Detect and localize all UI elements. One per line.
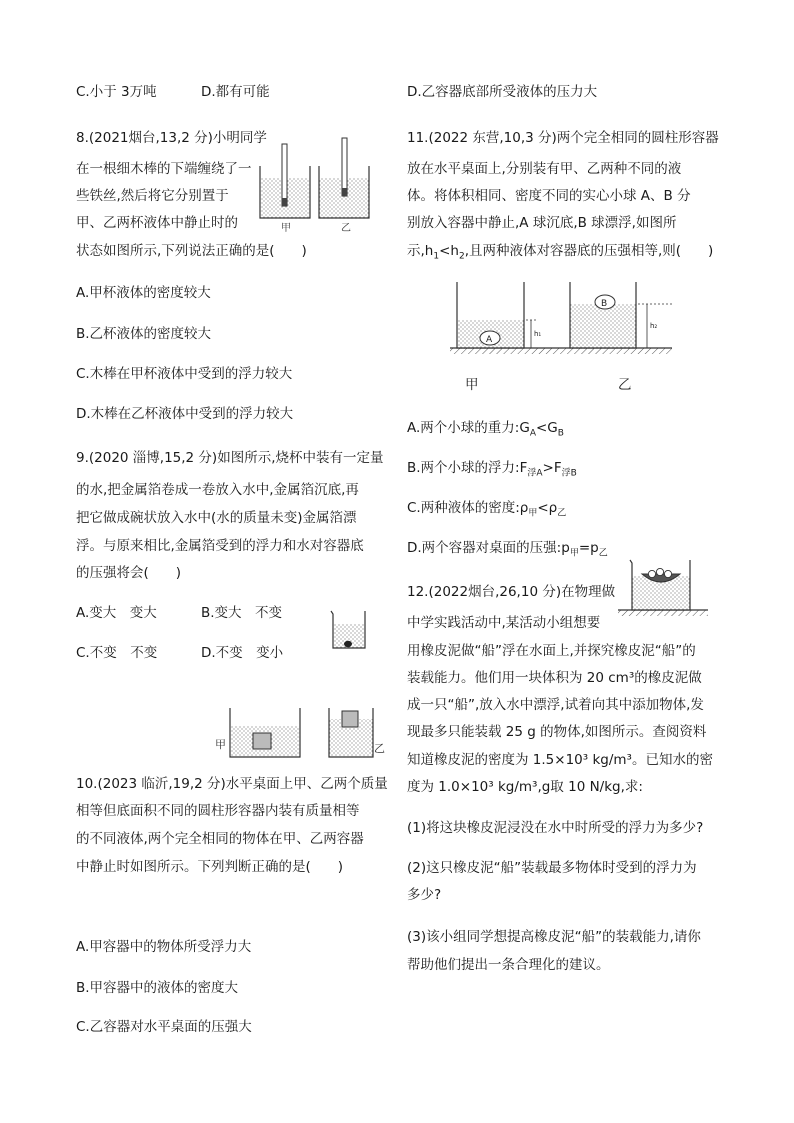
q9-stem-line-1: 9.(2020 淄博,15,2 分)如图所示,烧杯中装有一定量 [76,450,384,466]
q10-label-yi: 乙 [374,742,385,755]
q11-label-yi: 乙 [618,377,632,393]
q11-stem-line-2: 放在水平桌面上,分别装有甲、乙两种不同的液 [407,161,682,177]
q12-stem-line-5: 成一只“船”,放入水中漂浮,试着向其中添加物体,发 [407,697,704,713]
q9-stem-line-3: 把它做成碗状放入水中(水的质量未变)金属箔漂 [76,510,357,526]
q8-stem-line-3: 些铁丝,然后将它分别置于 [76,188,229,204]
q10-object-yi [342,711,358,727]
q9-figure [328,606,370,652]
q8-label-yi: 乙 [341,223,351,232]
q8-wire-jia [282,198,287,206]
q11-liquid-yi [570,304,636,348]
q11-option-d: D.两个容器对桌面的压强$:p_甲=p_乙$ [407,540,608,559]
q12-sub-1: (1)将这块橡皮泥浸没在水中时所受的浮力为多少? [407,820,704,836]
q8-stick-jia [282,144,287,206]
q12-stem-line-4: 装载能力。他们用一块体积为 20 cm³的橡皮泥做 [407,670,702,686]
q11-h1-label: h₁ [534,330,542,338]
q12-stem-line-3: 用橡皮泥做“船”浮在水面上,并探究橡皮泥“船”的 [407,643,696,659]
q11-stem-line-3: 体。将体积相同、密度不同的实心小球 A、B 分 [407,188,691,204]
q12-load-ball-3 [664,570,671,577]
q12-stem-line-6: 现最多只能装载 25 g 的物体,如图所示。查阅资料 [407,724,707,740]
q8-option-b: B.乙杯液体的密度较大 [76,326,212,342]
q11-option-b: B.两个小球的浮力$:F_{浮A}>F_{浮B}$ [407,460,577,479]
q12-stem-line-1: 12.(2022烟台,26,10 分)在物理做 [407,584,616,600]
q12-load-ball-1 [648,570,655,577]
q8-wire-yi [342,188,347,196]
q11-label-jia: 甲 [465,377,479,393]
q12-sub-2-line-2: 多少? [407,887,442,903]
q10-object-jia [253,733,271,749]
q8-stem-line-5: 状态如图所示,下列说法正确的是( ) [76,243,307,259]
q10-option-b: B.甲容器中的液体的密度大 [76,980,239,996]
q12-stem-line-8: 度为 1.0×10³ kg/m³,g取 10 N/kg,求: [407,779,643,795]
q11-option-a: A.两个小球的重力$:G_A<G_B$ [407,420,564,439]
q11-table [450,348,672,354]
q12-table [618,610,708,616]
q9-option-a: A.变大 变大 [76,605,157,621]
q12-stem-line-7: 知道橡皮泥的密度为 1.5×10³ kg/m³。已知水的密 [407,752,713,768]
q11-stem-line-1: 11.(2022 东营,10,3 分)两个完全相同的圆柱形容器 [407,130,719,146]
q9-stem-line-2: 的水,把金属箔卷成一卷放入水中,金属箔沉底,再 [76,482,359,498]
q11-figure [450,280,672,356]
q12-stem-line-2: 中学实践活动中,某活动小组想要 [407,615,601,631]
q11-stem-line-5: 示$,h_1<h_2$,且两种液体对容器底的压强相等,则( ) [407,243,714,262]
q9-stem-line-5: 的压强将会( ) [76,565,182,581]
q11-stem-line-4: 别放入容器中静止,A 球沉底,B 球漂浮,如图所 [407,215,677,231]
q10-stem-line-4: 中静止时如图所示。下列判断正确的是( ) [76,859,344,875]
q8-stem-line-1: 8.(2021烟台,13,2 分)小明同学 [76,130,267,146]
q10-figure [213,704,389,762]
q9-option-c: C.不变 不变 [76,645,158,661]
q9-option-d: D.不变 变小 [201,645,284,661]
q8-stick-yi [342,138,347,196]
q10-option-a: A.甲容器中的物体所受浮力大 [76,939,252,955]
q8-stem-line-2: 在一根细木棒的下端缠绕了一 [76,161,252,177]
q11-option-c: C.两种液体的密度$:\rho_甲<\rho_乙$ [407,500,567,519]
q11-ball-a-label: A [486,335,493,345]
q10-stem-line-1: 10.(2023 临沂,19,2 分)水平桌面上甲、乙两个质量 [76,776,388,792]
q10-option-c: C.乙容器对水平桌面的压强大 [76,1019,252,1035]
q9-option-b: B.变大 不变 [201,605,283,621]
q8-figure [255,136,377,232]
q12-sub-3-line-2: 帮助他们提出一条合理化的建议。 [407,957,610,973]
q8-option-d: D.木棒在乙杯液体中受到的浮力较大 [76,406,294,422]
q10-stem-line-2: 相等但底面积不同的圆柱形容器内装有质量相等 [76,803,360,819]
q9-foil-ball [344,641,352,647]
q12-sub-2-line-1: (2)这只橡皮泥“船”装载最多物体时受到的浮力为 [407,860,697,876]
q7-option-d: D.都有可能 [201,84,270,100]
q12-figure [618,556,708,618]
q9-stem-line-4: 浮。与原来相比,金属箔受到的浮力和水对容器底 [76,538,364,554]
q10-option-d: D.乙容器底部所受液体的压力大 [407,84,598,100]
q8-label-jia: 甲 [281,223,291,232]
q11-ball-b-label: B [601,299,608,309]
q11-h2-label: h₂ [650,322,658,330]
q12-load-ball-2 [656,568,663,575]
q8-option-c: C.木棒在甲杯液体中受到的浮力较大 [76,366,293,382]
q12-sub-3-line-1: (3)该小组同学想提高橡皮泥“船”的装载能力,请你 [407,929,701,945]
q7-option-c: C.小于 3万吨 [76,84,157,100]
q8-stem-line-4: 甲、乙两杯液体中静止时的 [76,215,238,231]
q10-label-jia: 甲 [215,738,226,751]
q8-option-a: A.甲杯液体的密度较大 [76,285,211,301]
q10-stem-line-3: 的不同液体,两个完全相同的物体在甲、乙两容器 [76,831,364,847]
